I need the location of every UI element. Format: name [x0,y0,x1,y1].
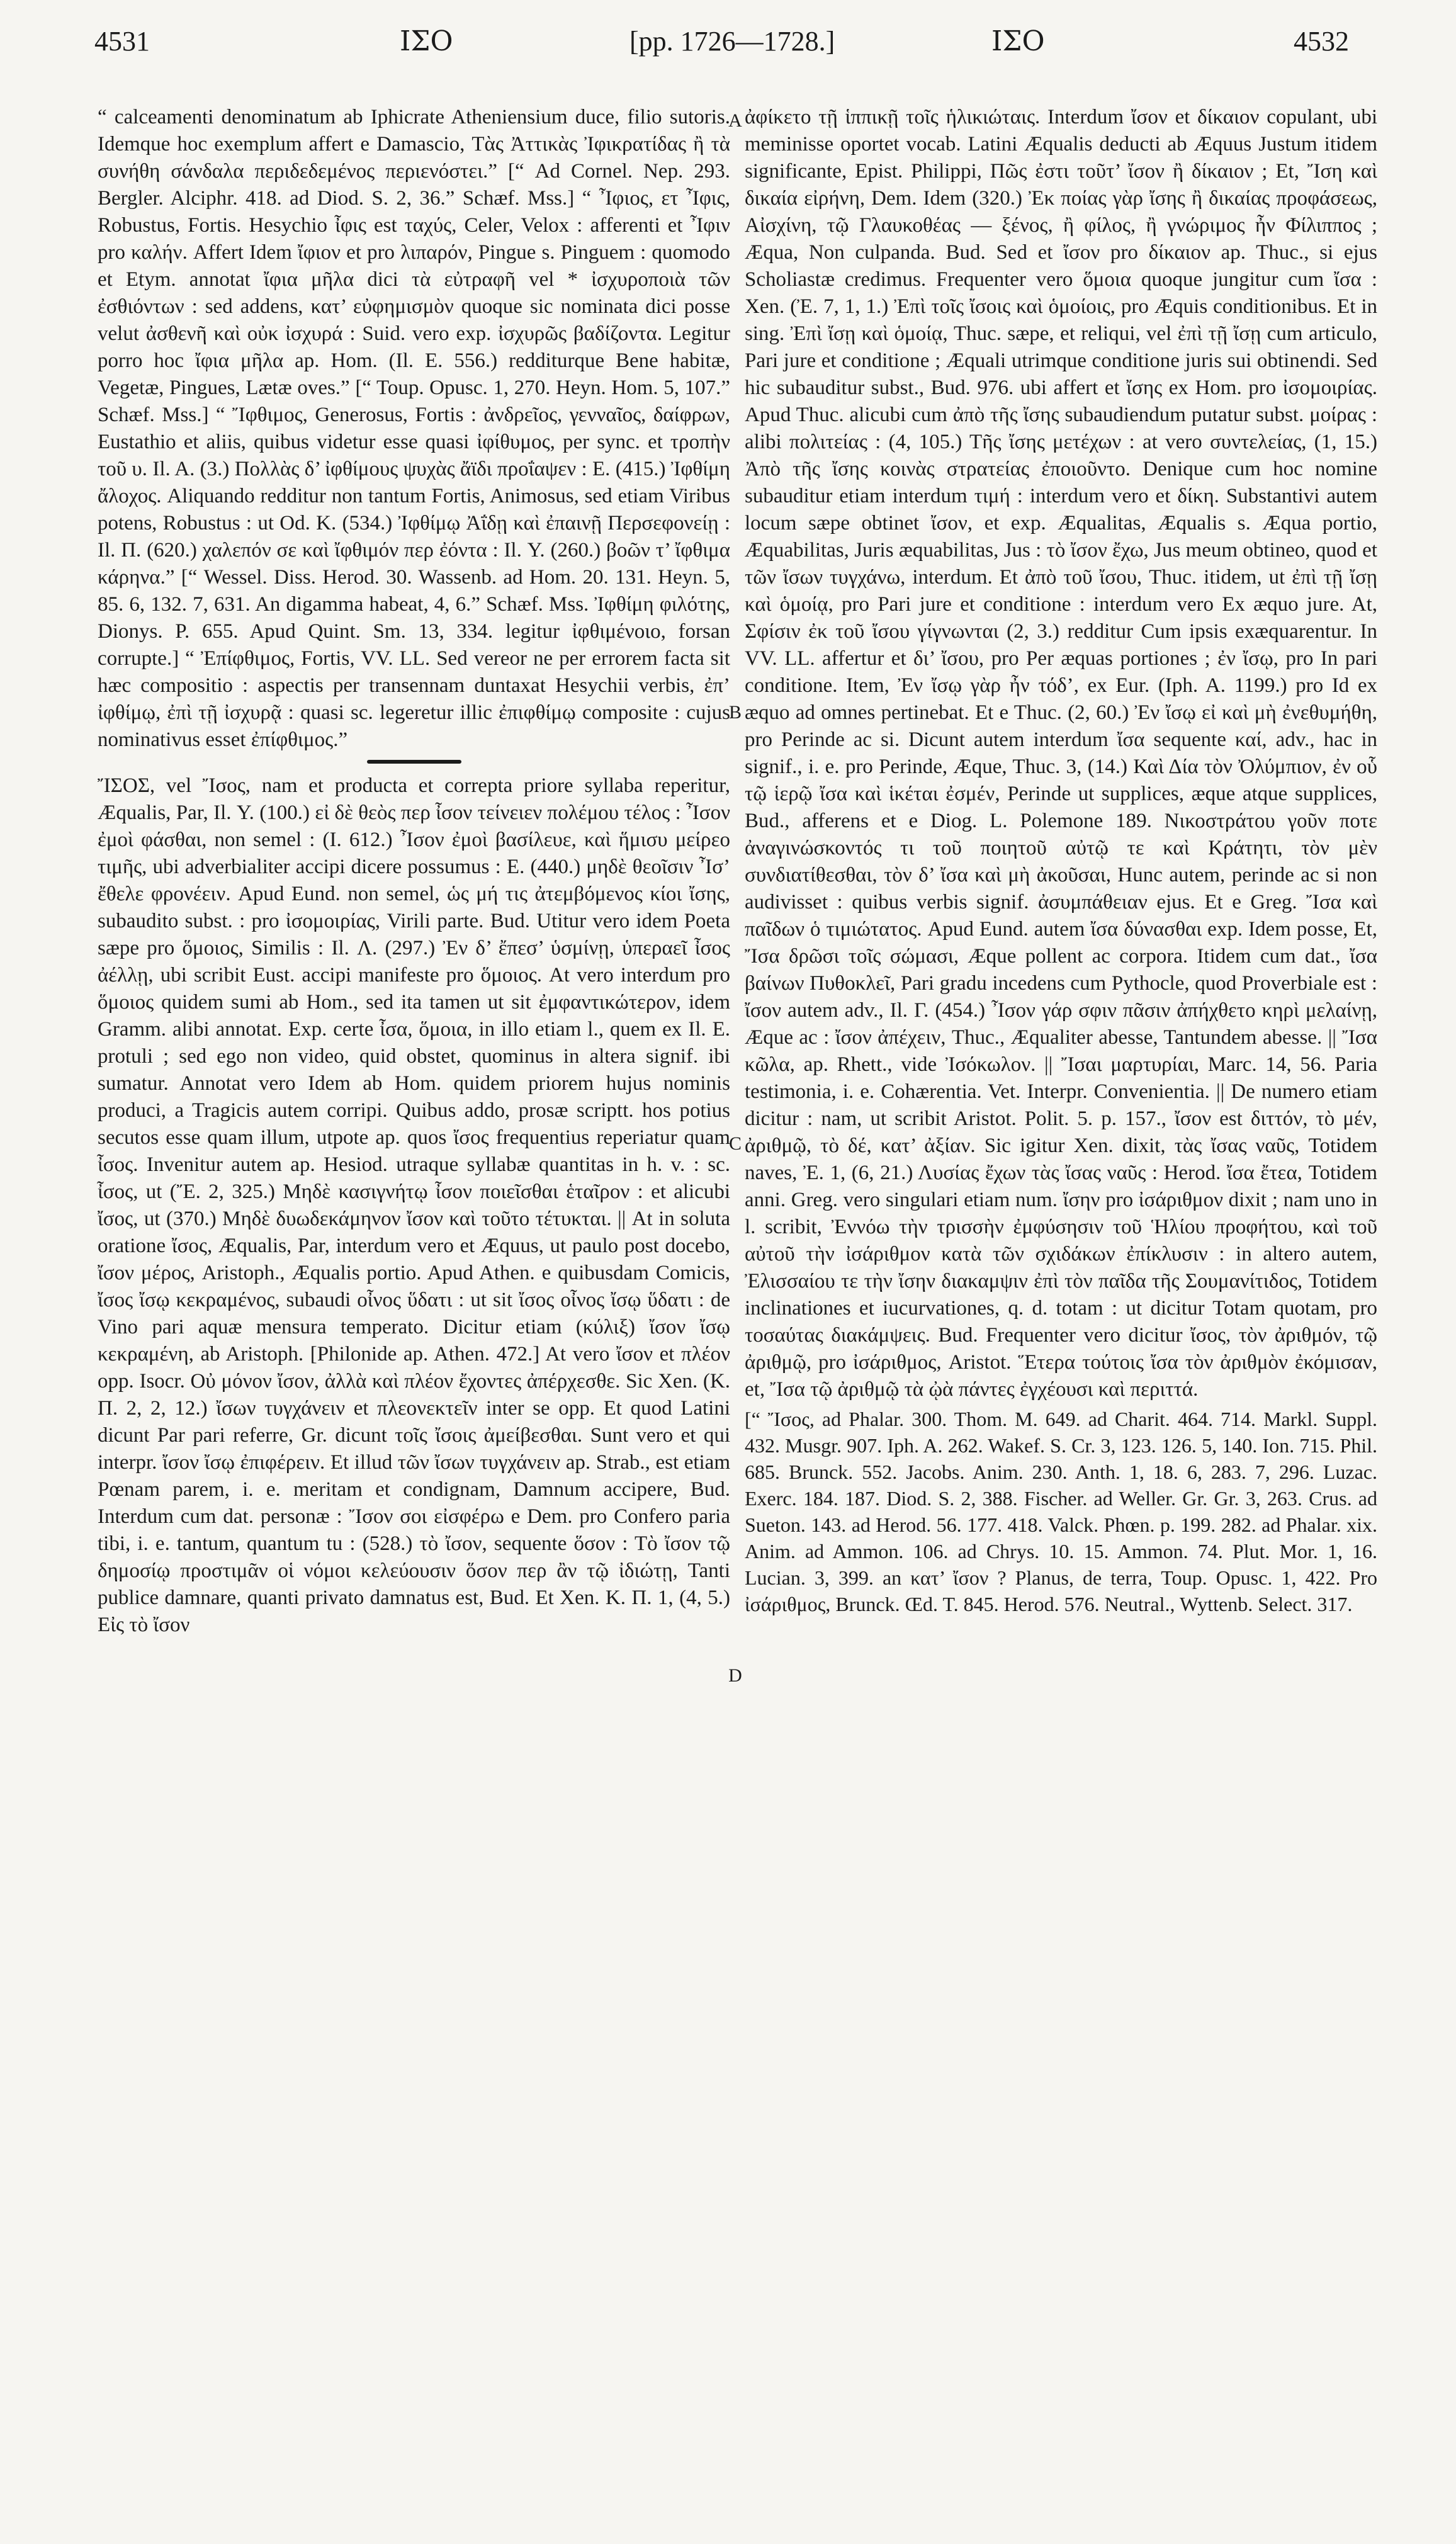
running-headword-right: ΙΣΟ [991,25,1045,57]
right-column-entry-continued: ἀφίκετο τῇ ἱππικῇ τοῖς ἡλικιώταις. Interdum ἴσον et δίκαιον copulant, ubi meminisse oportet vocab. Latini Æqualis deducti ab Æquus Justum itidem significante, Epist. Philippi, Πῶς ἐστι τοῦτ’ ἴσον ἢ δίκαιον ; Et, Ἴση καὶ δικαία εἰρήνη, Dem. Idem (320.) Ἐκ ποίας γὰρ ἴσης ἢ δικαίας προφάσεως, Αἰσχίνη, τῷ Γλαυκοθέας — ξένος, ἢ φίλος, ἢ γνώριμος ἦν Φίλιππος ; Æqua, Non culpanda. Bud. Sed et ἴσον pro δίκαιον ap. Thuc., si ejus Scholiastæ credimus. Frequenter vero ὅμοια quoque jungitur cum ἴσα : Xen. (Ἐ. 7, 1, 1.) Ἐπὶ τοῖς ἴσοις καὶ ὁμοίοις, pro Æquis conditionibus. Et in sing. Ἐπὶ ἴσῃ καὶ ὁμοίᾳ, Thuc. sæpe, et reliqui, vel ἐπὶ τῇ ἴσῃ cum articulo, Pari jure et conditione ; Æquali utrimque conditione juris sui obtinendi. Sed hic subauditur subst., Bud. 976. ubi affert et ἴσης ex Hom. pro ἰσομοιρίας. Apud Thuc. alicubi cum ἀπὸ τῆς ἴσης subaudiendum putatur subst. μοίρας : alibi πολιτείας : (4, 105.) Τῆς ἴσης μετέχων : at vero συντελείας, (1, 15.) Ἀπὸ τῆς ἴσης κοινὰς στρατείας ἐποιοῦντο. Denique cum hoc nomine subauditur etiam interdum τιμή : interdum vero et δίκη. Substantivi autem locum sæpe obtinet ἴσον, et exp. Æqualitas, Æqualis s. Æqua portio, Æquabilitas, Juris æquabilitas, Jus : τὸ ἴσον ἔχω, Jus meum obtineo, quod et τῶν ἴσων τυγχάνω, interdum. Et ἀπὸ τοῦ ἴσου, Thuc. itidem, ut ἐπὶ τῇ ἴσῃ καὶ ὁμοίᾳ, pro Pari jure et conditione : interdum vero Ex æquo jure. At, Σφίσιν ἐκ τοῦ ἴσου γίγνωνται (2, 3.) redditur Cum ipsis exæquarentur. In VV. LL. affertur et δι’ ἴσου, pro Per æquas portiones ; ἐν ἴσῳ, pro In pari conditione. Item, Ἐν ἴσῳ γὰρ ἦν τόδ’, ex Eur. (Iph. A. 1199.) pro Id ex æquo ad omnes pertinebat. Et e Thuc. (2, 60.) Ἐν ἴσῳ εἰ καὶ μὴ ἐνεθυμήθη, pro Perinde ac si. Dicunt autem interdum ἴσα sequente καί, adv., hac in signif., i. e. pro Perinde, Æque, Thuc. 3, (14.) Καὶ Δία τὸν Ὀλύμπιον, ἐν οὗ τῷ ἱερῷ ἴσα καὶ ἱκέται ἐσμέν, Perinde ut supplices, æque atque supplices, Bud., afferens et e Diog. L. Polemone 189. Νικοστράτου γοῦν ποτε ἀναγινώσκοντός τι τοῦ ποιητοῦ αὐτῷ τε καὶ Κράτητι, τὸν μὲν συνδιατίθεσθαι, τὸν δ’ ἴσα καὶ μὴ ἀκοῦσαι, Hunc autem, perinde ac si non audivisset : quibus verbis signif. ἀσυμπάθειαν ejus. Et e Greg. Ἴσα καὶ παῖδων ὁ τιμιώτατος. Apud Eund. autem ἴσα δύνασθαι exp. Idem posse, Et, Ἴσα δρῶσι τοῖς σώμασι, Æque pollent ac corpora. Itidem cum dat., ἴσα βαίνων Πυθοκλεῖ, Pari gradu incedens cum Pythocle, quod Proverbiale est : ἴσον autem adv., Il. Γ. (454.) Ἶσον γάρ σφιν πᾶσιν ἀπήχθετο κηρὶ μελαίνῃ, Æque ac : ἴσον ἀπέχειν, Thuc., Æqualiter abesse, Tantundem abesse. || Ἴσα κῶλα, ap. Rhett., vide Ἰσόκωλον. || Ἴσαι μαρτυρίαι, Marc. 14, 56. Paria testimonia, i. e. Cohærentia. Vet. Interpr. Convenientia. || De numero etiam dicitur : nam, ut scribit Aristot. Polit. 5. p. 157., ἴσον est διττόν, τὸ μέν, ἀριθμῷ, τὸ δέ, κατ’ ἀξίαν. Sic igitur Xen. dixit, τὰς ἴσας ναῦς, Totidem naves, Ἐ. 1, (6, 21.) Λυσίας ἔχων τὰς ἴσας ναῦς : Herod. ἴσα ἔτεα, Totidem anni. Greg. vero singulari etiam num. ἴσην pro ἰσάριθμον dixit ; nam uno in l. scribit, Ἐννόω τὴν τρισσὴν ἐμφύσησιν τοῦ Ἡλίου προφήτου, καὶ τοῦ αὐτοῦ τὴν ἰσάριθμον κατὰ τῶν σχιδάκων ἐπίκλυσιν : in altero autem, Ἐλισσαίου τε τὴν ἴσην διακαμψιν ἐπὶ τὸν παῖδα τῆς Σουμανίτιδος, Totidem inclinationes et iucurvationes, q. d. totam : ut dicitur Totam quotam, pro τοσαύτας διακάμψεις. Bud. Frequenter vero dicitur ἴσος, τὸν ἀριθμόν, τῷ ἀριθμῷ, pro ἰσάριθμος, Aristot. Ἕτερα τούτοις ἴσα τὸν ἀριθμὸν ἐκόμισαν, et, Ἴσα τῷ ἀριθμῷ τὰ ᾠὰ πάντες ἐγχέουσι καὶ περιττά. [745,106,1377,1401]
section-marker-d: D [728,1665,742,1686]
right-column [745,104,1377,1620]
page-number-right: 4532 [1294,26,1349,57]
page-header [0,25,1456,88]
section-marker-a: A [728,110,742,131]
column-reference: [pp. 1726—1728.] [629,26,835,57]
section-marker-b: B [728,702,742,723]
entry-divider [367,760,461,764]
section-marker-c: C [728,1133,742,1154]
running-headword-left: ΙΣΟ [400,25,453,57]
left-column-quoted-entry: “ calceamenti denominatum ab Iphicrate Atheniensium duce, filio sutoris. Idemque hoc exemplum affert e Damascio, Τὰς Ἀττικὰς Ἰφικρατίδας ἢ τὰ συνήθη σάνδαλα περιδεδεμένος περιενόστει.” [“ Ad Cornel. Nep. 293. Bergler. Alciphr. 418. ad Diod. S. 2, 36.” Schæf. Mss.] “ Ἶφιος, ετ Ἶφις, Robustus, Fortis. Hesychio ἶφις est ταχύς, Celer, Velox : afferenti et Ἶφιν pro καλήν. Affert Idem ἴφιον et pro λιπαρόν, Pingue s. Pinguem : quomodo et Etym. annotat ἴφια μῆλα dici τὰ εὐτραφῆ vel * ἰσχυροποιὰ τῶν ἐσθιόντων : sed addens, κατ’ εὐφημισμὸν quoque sic nominata dici posse velut ἀσθενῆ καὶ οὐκ ἰσχυρά : Suid. vero exp. ἰσχυρῶς βαδίζοντα. Legitur porro hoc ἴφια μῆλα ap. Hom. (Il. E. 556.) redditurque Bene habitæ, Vegetæ, Pingues, Lætæ oves.” [“ Toup. Opusc. 1, 270. Heyn. Hom. 5, 107.” Schæf. Mss.] “ Ἴφθιμος, Generosus, Fortis : ἀνδρεῖος, γενναῖος, δαίφρων, Eustathio et aliis, quibus videtur esse quasi ἰφίθυμος, per sync. et τροπὴν τοῦ υ. Il. A. (3.) Πολλὰς δ’ ἰφθίμους ψυχὰς ἄϊδι προΐαψεν : E. (415.) Ἰφθίμη ἄλοχος. Aliquando redditur non tantum Fortis, Animosus, sed etiam Viribus potens, Robustus : ut Od. K. (534.) Ἰφθίμῳ Ἀΐδῃ καὶ ἐπαινῇ Περσεφονείῃ : Il. Π. (620.) χαλεπόν σε καὶ ἴφθιμόν περ ἐόντα : Il. Υ. (260.) βοῶν τ’ ἴφθιμα κάρηνα.” [“ Wessel. Diss. Herod. 30. Wassenb. ad Hom. 20. 131. Heyn. 5, 85. 6, 132. 7, 631. An digamma habeat, 4, 6.” Schæf. Mss. Ἰφθίμη φιλότης, Dionys. P. 655. Apud Quint. Sm. 13, 334. legitur ἰφθιμένοιο, forsan corrupte.] “ Ἐπίφθιμος, Fortis, VV. LL. Sed vereor ne per errorem facta sit hæc compositio : aspectis per transennam duntaxat Hesychii verbis, ἐπ’ ἰφθίμῳ, ἐπὶ τῇ ἰσχυρᾷ : quasi sc. legeretur illic ἐπιφθίμῳ composite : cujus nominativus esset ἐπίφθιμος.” [98,106,730,751]
page-number-left: 4531 [94,26,150,57]
left-column-entry-isos: ἼΣΟΣ, vel Ἴσος, nam et producta et correpta priore syllaba reperitur, Æqualis, Par, Il. Υ. (100.) εἰ δὲ θεὸς περ ἶσον τείνειεν πολέμου τέλος : Ἶσον ἐμοὶ φάσθαι, non semel : (I. 612.) Ἶσον ἐμοὶ βασίλευε, καὶ ἥμισυ μείρεο τιμῆς, ubi adverbialiter accipi dicere possumus : E. (440.) μηδὲ θεοῖσιν Ἶσ’ ἔθελε φρονέειν. Apud Eund. non semel, ὡς μή τις ἀτεμβόμενος κίοι ἴσης, subaudito subst. : pro ἰσομοιρίας, Virili parte. Bud. Utitur vero idem Poeta sæpe pro ὅμοιος, Similis : Il. Λ. (297.) Ἐν δ’ ἔπεσ’ ὑσμίνῃ, ὑπεραεῖ ἶσος ἀέλλῃ, ubi scribit Eust. accipi manifeste pro ὅμοιος. At vero interdum pro ὅμοιος quidem sumi ab Hom., sed ita tamen ut sit ἐμφαντικώτερον, idem Gramm. alibi annotat. Exp. certe ἶσα, ὅμοια, in illo etiam l., quem ex Il. E. protuli ; sed ego non video, quid obstet, quominus in altera signif. ibi sumatur. Annotat vero Idem ab Hom. quidem priorem hujus nominis produci, a Tragicis autem corripi. Quibus addo, prosæ scriptt. hos potius secutos esse quam illum, utpote ap. quos ἴσος frequentius reperiatur quam ἶσος. Invenitur autem ap. Hesiod. utraque syllabæ quantitas in h. v. : sc. ἶσος, ut (Ἔ. 2, 325.) Μηδὲ κασιγνήτῳ ἶσον ποιεῖσθαι ἑταῖρον : et alicubi ἴσος, ut (370.) Μηδὲ δυωδεκάμηνον ἴσον καὶ τοῦτο τέτυκται. || At in soluta oratione ἴσος, Æqualis, Par, interdum vero et Æquus, ut paulo post docebo, ἴσον μέρος, Aristoph., Æqualis portio. Apud Athen. e quibusdam Comicis, ἴσος ἴσῳ κεκραμένος, subaudi οἶνος ὕδατι : ut sit ἴσος οἶνος ἴσῳ ὕδατι : de Vino pari aquæ mensura temperato. Dicitur etiam (κύλιξ) ἴσον ἴσῳ κεκραμένη, ab Aristoph. [Philonide ap. Athen. 472.] At vero ἴσον et πλέον opp. Isocr. Οὐ μόνον ἴσον, ἀλλὰ καὶ πλέον ἔχοντες ἀπέρχεσθε. Sic Xen. (K. Π. 2, 2, 12.) ἴσων τυγχάνειν et πλεονεκτεῖν inter se opp. Et quod Latini dicunt Par pari referre, Gr. dicunt τοῖς ἴσοις ἀμείβεσθαι. Sunt vero et qui interpr. ἴσον ἴσῳ ἐπιφέρειν. Et illud τῶν ἴσων τυγχάνειν ap. Strab., est etiam Pœnam parem, i. e. meritam et condignam, Damnum accipere, Bud. Interdum cum dat. personæ : Ἴσον σοι εἰσφέρω e Dem. pro Confero paria tibi, i. e. tantum, quantum tu : (528.) τὸ ἴσον, sequente ὅσον : Τὸ ἴσον τῷ δημοσίῳ προστιμᾶν οἱ νόμοι κελεύουσιν ὅσον περ ἂν τῷ ἰδιώτῃ, Tanti publice damnare, quanti privato damnatus est, Bud. Et Xen. K. Π. 1, (4, 5.) Εἰς τὸ ἴσον [98,774,730,1636]
left-column [98,104,730,1641]
right-column-references-note: [“ Ἴσος, ad Phalar. 300. Thom. M. 649. ad Charit. 464. 714. Markl. Suppl. 432. Musgr. 907. Iph. A. 262. Wakef. S. Cr. 3, 123. 126. 5, 140. Ion. 715. Phil. 685. Brunck. 552. Jacobs. Anim. 230. Anth. 1, 18. 6, 283. 7, 296. Luzac. Exerc. 184. 187. Diod. S. 2, 388. Fischer. ad Weller. Gr. Gr. 3, 263. Crus. ad Sueton. 143. ad Herod. 56. 177. 418. Valck. Phœn. p. 199. 282. ad Phalar. xix. Anim. ad Ammon. 106. ad Chrys. 10. 15. Ammon. 74. Plut. Mor. 1, 16. Lucian. 3, 399. an κατ’ ἴσον ? Planus, de terra, Toup. Opusc. 1, 422. Pro ἰσάριθμος, Brunck. Œd. T. 845. Herod. 576. Neutral., Wyttenb. Select. 317. [745,1408,1377,1615]
